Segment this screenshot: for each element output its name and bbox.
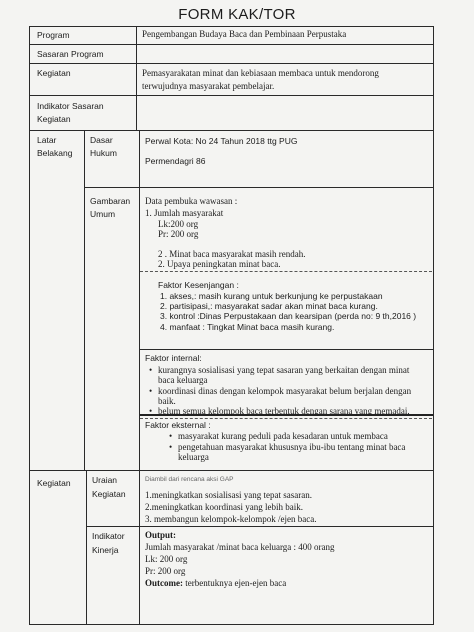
dasar-hukum-line-2: Permendagri 86	[145, 156, 206, 166]
eksternal-item: • pengetahuan masyarakat khususnya ibu-ibu tentang minat baca	[178, 442, 405, 453]
internal-item: • koordinasi dinas dengan kelompok masyarakat belum berjalan dengan	[158, 386, 411, 397]
outcome-value: terbentuknya ejen-ejen baca	[183, 578, 287, 588]
faktor-eksternal-heading: Faktor eksternal :	[145, 420, 211, 430]
uraian-line: 3. membangun kelompok-kelompok /ejen baca.	[145, 514, 317, 524]
outcome-label: Outcome:	[145, 578, 183, 588]
gambaran-pr: Pr: 200 org	[158, 229, 199, 239]
border-top	[29, 26, 434, 27]
internal-item-cont: baik.	[158, 396, 176, 406]
label-kegiatan: Kegiatan	[37, 68, 71, 78]
label-indikator-kinerja-1: Indikator	[92, 531, 125, 541]
label-dasar-2: Hukum	[90, 148, 117, 158]
separator-line-1	[140, 349, 433, 350]
eksternal-item-cont: keluarga	[178, 452, 209, 462]
kegiatan-line-2: terwujudnya masyarakat pembelajar.	[142, 81, 275, 91]
row-line-6	[29, 470, 434, 471]
faktor-kesenjangan-heading: Faktor Kesenjangan :	[158, 280, 239, 290]
kesenjangan-item: 3. kontrol :Dinas Perpustakaan dan kearsipan (perda no: 9 th,2016 )	[160, 311, 417, 321]
label-uraian-1: Uraian	[92, 475, 118, 485]
separator-dashed-1	[140, 271, 432, 272]
faktor-internal-heading: Faktor internal:	[145, 353, 202, 363]
label-latar-1: Latar	[37, 135, 57, 145]
gambaran-item-3: 2. Upaya peningkatan minat baca.	[158, 259, 281, 269]
output-lk: Lk: 200 org	[145, 554, 188, 564]
label-gambaran-2: Umum	[90, 209, 116, 219]
outcome-line	[145, 578, 286, 589]
kesenjangan-item: 1. akses,: masih kurang untuk berkunjung ke perpustakaan	[160, 291, 383, 301]
border-right	[433, 26, 434, 625]
form-title: FORM KAK/TOR	[178, 6, 296, 23]
gambaran-item-1: 1. Jumlah masyarakat	[145, 208, 224, 218]
row-line-5	[84, 187, 434, 188]
column-divider-content	[139, 130, 140, 625]
column-divider-inner-2	[86, 470, 87, 625]
kesenjangan-item: 4. manfaat : Tingkat Minat baca masih kurang.	[160, 322, 335, 332]
label-latar-2: Belakang	[37, 148, 73, 158]
row-line-7	[86, 526, 434, 527]
label-dasar-1: Dasar	[90, 135, 113, 145]
label-uraian-2: Kegiatan	[92, 489, 126, 499]
separator-dashed-2	[140, 418, 432, 419]
label-program: Program	[37, 30, 70, 40]
dasar-hukum-line-1: Perwal Kota: No 24 Tahun 2018 ttg PUG	[145, 136, 298, 146]
label-gambaran-1: Gambaran	[90, 196, 131, 206]
label-kegiatan-2: Kegiatan	[37, 478, 71, 488]
column-divider-main	[136, 26, 137, 130]
gambaran-intro: Data pembuka wawasan :	[145, 196, 238, 206]
internal-item: • kurangnya sosialisasi yang tepat sasaran yang berkaitan dengan minat	[158, 365, 409, 376]
row-line-bottom	[29, 624, 434, 625]
output-label: Output:	[145, 530, 177, 540]
value-program: Pengembangan Budaya Baca dan Pembinaan Perpustaka	[142, 29, 347, 39]
row-line-2	[29, 63, 434, 64]
internal-item: • belum semua kelompok baca terbentuk dengan sarana yang memadai.	[158, 406, 410, 417]
column-divider-inner-1	[84, 130, 85, 470]
gambaran-lk: Lk:200 org	[158, 219, 199, 229]
eksternal-item: • masyarakat kurang peduli pada kesadaran untuk membaca	[178, 431, 388, 442]
uraian-line: 1.meningkatkan sosialisasi yang tepat sasaran.	[145, 490, 312, 500]
label-indikator-sasaran-1: Indikator Sasaran	[37, 101, 104, 111]
row-line-1	[29, 44, 434, 45]
kegiatan-line-1: Pemasyarakatan minat dan kebiasaan membaca untuk mendorong	[142, 68, 379, 78]
uraian-line: 2.meningkatkan koordinasi yang lebih baik.	[145, 502, 303, 512]
output-pr: Pr: 200 org	[145, 566, 186, 576]
row-line-4	[29, 130, 434, 131]
label-sasaran-program: Sasaran Program	[37, 49, 104, 59]
gambaran-item-2: 2 . Minat baca masyarakat masih rendah.	[158, 249, 306, 259]
label-indikator-kinerja-2: Kinerja	[92, 545, 119, 555]
output-line: Jumlah masyarakat /minat baca keluarga : 400 orang	[145, 542, 335, 552]
internal-item-cont: baca keluarga	[158, 375, 208, 385]
row-line-3	[29, 95, 434, 96]
uraian-note: Diambil dari rencana aksi GAP	[145, 476, 234, 483]
kesenjangan-item: 2. partisipasi,: masyarakat sadar akan minat baca kurang.	[160, 301, 378, 311]
label-indikator-sasaran-2: Kegiatan	[37, 114, 71, 124]
border-left	[29, 26, 30, 625]
